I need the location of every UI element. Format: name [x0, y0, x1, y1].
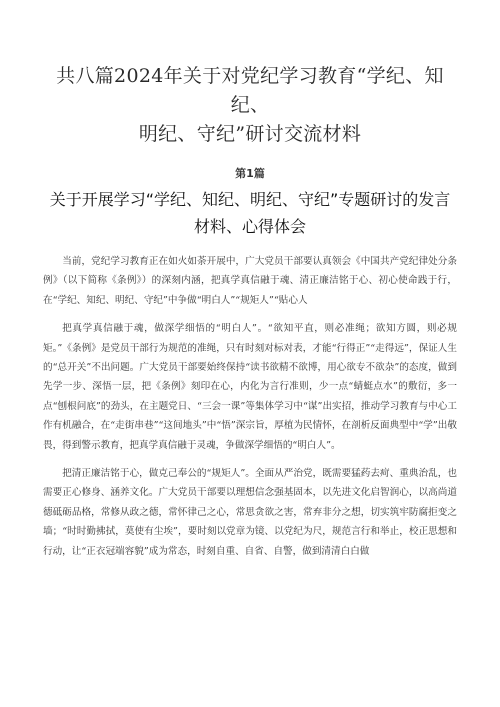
- paragraph-intro: 当前，党纪学习教育正在如火如荼开展中，广大党员干部要认真领会《中国共产党纪律处分条例》（以下简称《条例》）的深刻内涵，把真学真信融于魂、清正廉洁铭于心、初心使命践于行，在“学纪、知纪、明纪、守纪”中争做“明白人”“规矩人”“贴心人: [43, 256, 457, 306]
- document-title-line-2: 明纪、守纪”研讨交流材料: [138, 123, 362, 145]
- document-title-line-1: 共八篇2024年关于对党纪学习教育“学纪、知纪、: [56, 65, 444, 116]
- document-title: [40, 62, 460, 149]
- section-label: 第1篇: [235, 167, 265, 180]
- article-title-line-2: 材料、心得体会: [193, 217, 306, 236]
- paragraph-mingbai: 把真学真信融于魂，做深学细悟的“明白人”。“欲知平直，则必准绳；欲知方圆，则必规矩。”《条例》是党员干部行为规范的准绳，只有时刻对标对表，才能“行得正”“走得远”，保证人生的“总开关”不出问题。广大党员干部要始终保持“读书欲精不欲博，用心欲专不欲杂”的态度，做到先学一步、深悟一层，把《条例》刻印在心，内化为言行准则，少一点“蜻蜓点水”的敷衍，多一点“刨根问底”的劲头，在主题党日、“三会一课”等集体学习中“谋”出实招，推动学习教育与中心工作有机融合，在“走街串巷”“这间地头”中“悟”深宗旨，厚植为民情怀，在剖析反面典型中“学”出敬畏，得到警示教育，把真学真信融于灵魂，争做深学细悟的“明白人”。: [43, 323, 457, 451]
- article-title-line-1: 关于开展学习“学纪、知纪、明纪、守纪”专题研讨的发言: [49, 190, 451, 209]
- body-text: [43, 252, 457, 570]
- article-title: [40, 186, 460, 240]
- paragraph-guiju: 把清正廉洁铭于心，做克己奉公的“规矩人”。全面从严治党，既需要猛药去疴、重典治乱，也需要正心修身、涵养文化。广大党员干部要以理想信念强基固本，以先进文化启智润心，以高尚道德砥砺品格，常修从政之德，常怀律己之心，常思贪欲之害，常弃非分之想，切实筑牢防腐拒变之墙；“时时勤拂拭，莫使有尘埃”，要时刻以党章为镜、以党纪为尺，规范言行和举止，校正思想和行动，让“正衣冠端容貌”成为常态，时刻自重、自省、自警，做到清清白白做: [43, 468, 457, 557]
